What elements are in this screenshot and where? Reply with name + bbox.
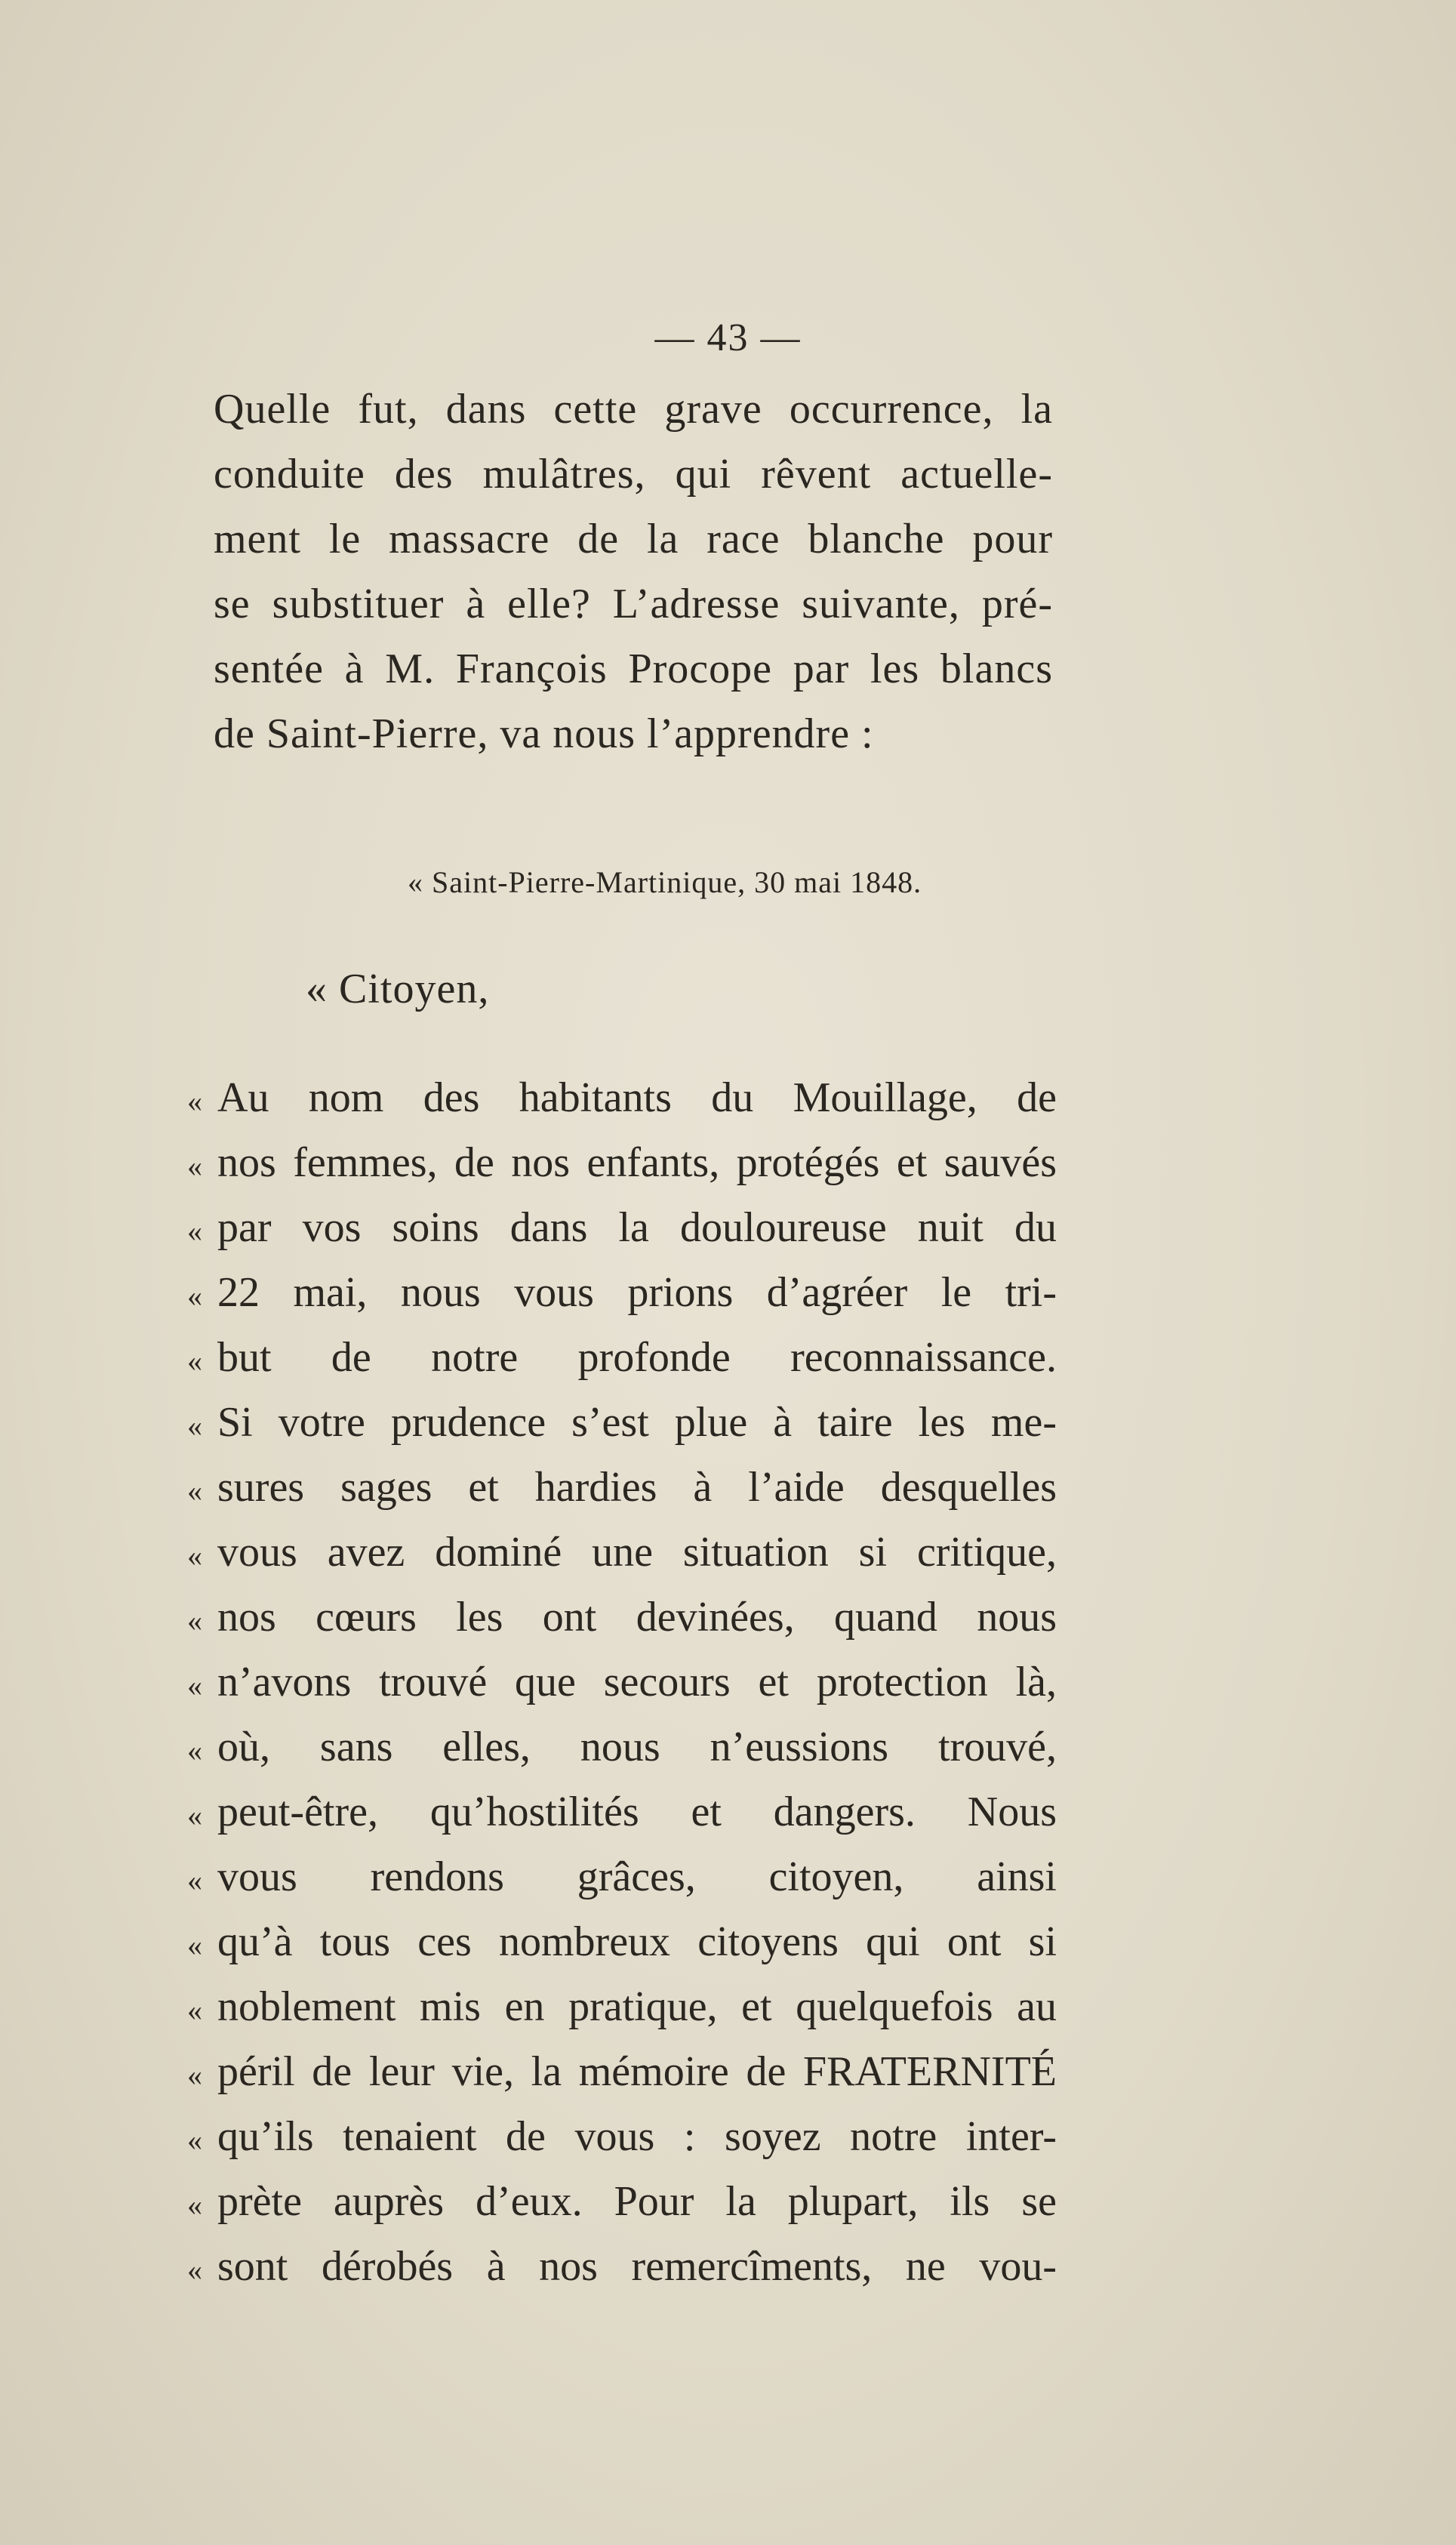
quote-line (187, 2242, 1063, 2291)
quote-mark: « (187, 1084, 202, 1118)
paragraph-line: de Saint-Pierre, va nous l’apprendre : (214, 710, 874, 757)
quote-text: vous rendons grâces, citoyen, ainsi (217, 1853, 1057, 1900)
quote-line (187, 1723, 1063, 1771)
quote-mark: « (187, 1344, 202, 1378)
quote-mark: « (187, 2188, 202, 2222)
paragraph-line: ment le massacre de la race blanche pour (214, 516, 1053, 562)
quote-line (187, 2112, 1063, 2161)
quote-mark: « (187, 1149, 202, 1183)
quote-mark: « (187, 1279, 202, 1313)
quote-mark: « (187, 2123, 202, 2157)
quote-line (187, 1268, 1063, 1317)
quote-line (187, 1333, 1063, 1382)
quote-text: qu’ils tenaient de vous : soyez notre inter- (217, 2113, 1057, 2160)
quote-text: sures sages et hardies à l’aide desquelles (217, 1464, 1057, 1511)
salutation: « Citoyen, (306, 966, 490, 1012)
quote-line (187, 1853, 1063, 1901)
dateline: « Saint-Pierre-Martinique, 30 mai 1848. (408, 865, 922, 899)
quote-line (187, 1203, 1063, 1252)
quote-line (187, 2047, 1063, 2096)
quote-line (187, 1463, 1063, 1511)
quote-line (187, 1074, 1063, 1122)
quote-text: prète auprès d’eux. Pour la plupart, ils se (217, 2178, 1057, 2225)
quote-mark: « (187, 1409, 202, 1443)
paragraph-line: se substituer à elle? L’adresse suivante, pré- (214, 581, 1053, 627)
quote-line (187, 1983, 1063, 2031)
quote-text: où, sans elles, nous n’eussions trouvé, (217, 1724, 1057, 1770)
quote-line (187, 1788, 1063, 1836)
quote-line (187, 1398, 1063, 1447)
quote-text: péril de leur vie, la mémoire de FRATERNITÉ (217, 2048, 1057, 2095)
quote-line (187, 1918, 1063, 1966)
quote-line (187, 1138, 1063, 1187)
quote-line (187, 1658, 1063, 1706)
quote-text: sont dérobés à nos remercîments, ne vou- (217, 2243, 1057, 2290)
quote-text: noblement mis en pratique, et quelquefois au (217, 1983, 1057, 2030)
quote-text: Si votre prudence s’est plue à taire les me- (217, 1399, 1057, 1446)
quote-line (187, 1593, 1063, 1641)
paragraph-line: conduite des mulâtres, qui rêvent actuelle- (214, 451, 1053, 498)
page-number: — 43 — (654, 316, 802, 359)
quote-text: but de notre profonde reconnaissance. (217, 1334, 1057, 1381)
quote-text: par vos soins dans la douloureuse nuit du (217, 1204, 1057, 1251)
quote-mark: « (187, 2253, 202, 2287)
quote-text: nos cœurs les ont devinées, quand nous (217, 1594, 1057, 1641)
quote-line (187, 1528, 1063, 1576)
quote-text: peut-être, qu’hostilités et dangers. Nous (217, 1789, 1057, 1835)
quote-mark: « (187, 1928, 202, 1962)
quote-mark: « (187, 1733, 202, 1767)
paragraph-line: Quelle fut, dans cette grave occurrence, la (214, 386, 1053, 433)
quote-mark: « (187, 1993, 202, 2027)
quote-mark: « (187, 1863, 202, 1897)
quote-mark: « (187, 1798, 202, 1832)
quote-text: nos femmes, de nos enfants, protégés et sauvés (217, 1139, 1057, 1186)
quote-mark: « (187, 1604, 202, 1638)
quote-text: n’avons trouvé que secours et protection là, (217, 1659, 1057, 1705)
quote-mark: « (187, 1668, 202, 1702)
quote-mark: « (187, 1474, 202, 1508)
quote-text: qu’à tous ces nombreux citoyens qui ont si (217, 1918, 1057, 1965)
paragraph-line: sentée à M. François Procope par les blancs (214, 645, 1053, 692)
quote-mark: « (187, 1214, 202, 1248)
quote-line (187, 2177, 1063, 2226)
quote-text: 22 mai, nous vous prions d’agréer le tri- (217, 1269, 1057, 1316)
quote-text: Au nom des habitants du Mouillage, de (217, 1074, 1057, 1121)
quote-mark: « (187, 2058, 202, 2092)
quote-mark: « (187, 1539, 202, 1573)
quote-text: vous avez dominé une situation si critique, (217, 1529, 1057, 1576)
